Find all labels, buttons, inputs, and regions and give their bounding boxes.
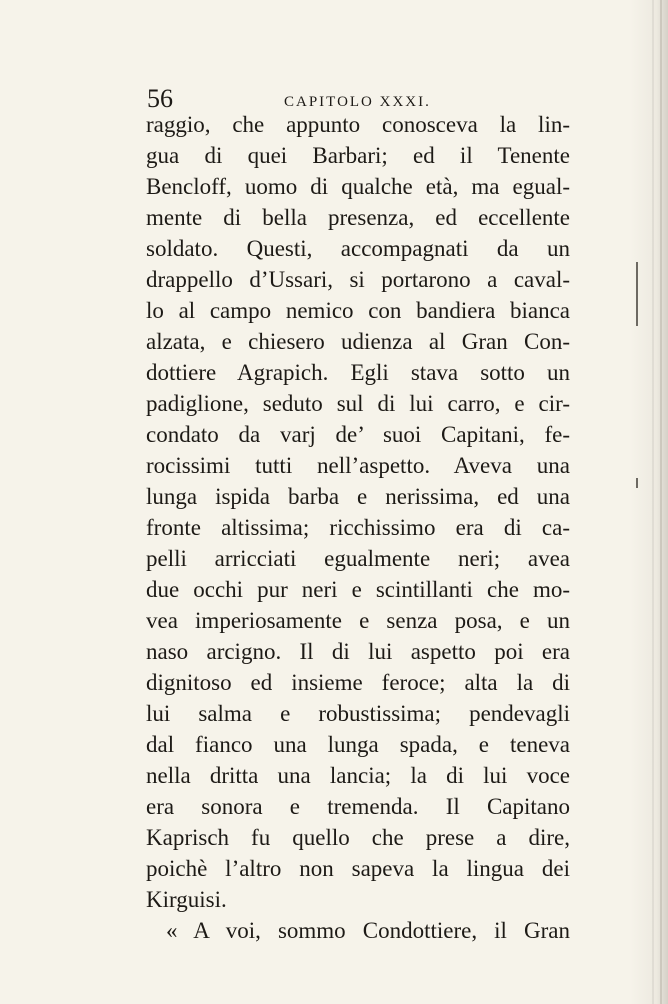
text-line: lunga ispida barba e nerissima, ed una [146, 484, 570, 509]
text-line: pelli arricciati egualmente neri; avea [146, 546, 570, 571]
text-line: Bencloff, uomo di qualche età, ma egual- [146, 174, 570, 199]
text-line: poichè l’altro non sapeva la lingua dei [146, 856, 570, 881]
page-number: 56 [147, 84, 173, 113]
text-line: vea imperiosamente e senza posa, e un [146, 608, 570, 633]
text-line: alzata, e chiesero udienza al Gran Con- [146, 329, 570, 354]
text-line: drappello d’Ussari, si portarono a caval- [146, 267, 570, 292]
text-line: nella dritta una lancia; la di lui voce [146, 763, 570, 788]
text-line: lui salma e robustissima; pendevagli [146, 701, 570, 726]
text-line: fronte altissima; ricchissimo era di ca- [146, 515, 570, 540]
text-line: gua di quei Barbari; ed il Tenente [146, 143, 570, 168]
text-line: Kaprisch fu quello che prese a dire, [146, 825, 570, 850]
page-edge-line [652, 0, 654, 1004]
text-line: dottiere Agrapich. Egli stava sotto un [146, 360, 570, 385]
page-edge-mark [636, 478, 638, 488]
running-title: CAPITOLO XXXI. [284, 94, 431, 110]
text-line: padiglione, seduto sul di lui carro, e cir- [146, 391, 570, 416]
text-line: rocissimi tutti nell’aspetto. Aveva una [146, 453, 570, 478]
body-text [146, 109, 570, 946]
text-line: Kirguisi. [146, 887, 227, 912]
text-line: due occhi pur neri e scintillanti che mo- [146, 577, 570, 602]
text-line: dignitoso ed insieme feroce; alta la di [146, 670, 570, 695]
text-line: raggio, che appunto conosceva la lin- [146, 112, 570, 137]
text-line: « A voi, sommo Condottiere, il Gran [166, 918, 570, 943]
page-edge-mark [636, 262, 638, 326]
text-line: dal fianco una lunga spada, e teneva [146, 732, 570, 757]
page-edge-shadow [630, 0, 668, 1004]
text-line: lo al campo nemico con bandiera bianca [146, 298, 570, 323]
page-edge-line [660, 0, 662, 1004]
text-line: naso arcigno. Il di lui aspetto poi era [146, 639, 570, 664]
text-line: era sonora e tremenda. Il Capitano [146, 794, 570, 819]
text-line: soldato. Questi, accompagnati da un [146, 236, 570, 261]
text-line: condato da varj de’ suoi Capitani, fe- [146, 422, 570, 447]
text-line: mente di bella presenza, ed eccellente [146, 205, 570, 230]
